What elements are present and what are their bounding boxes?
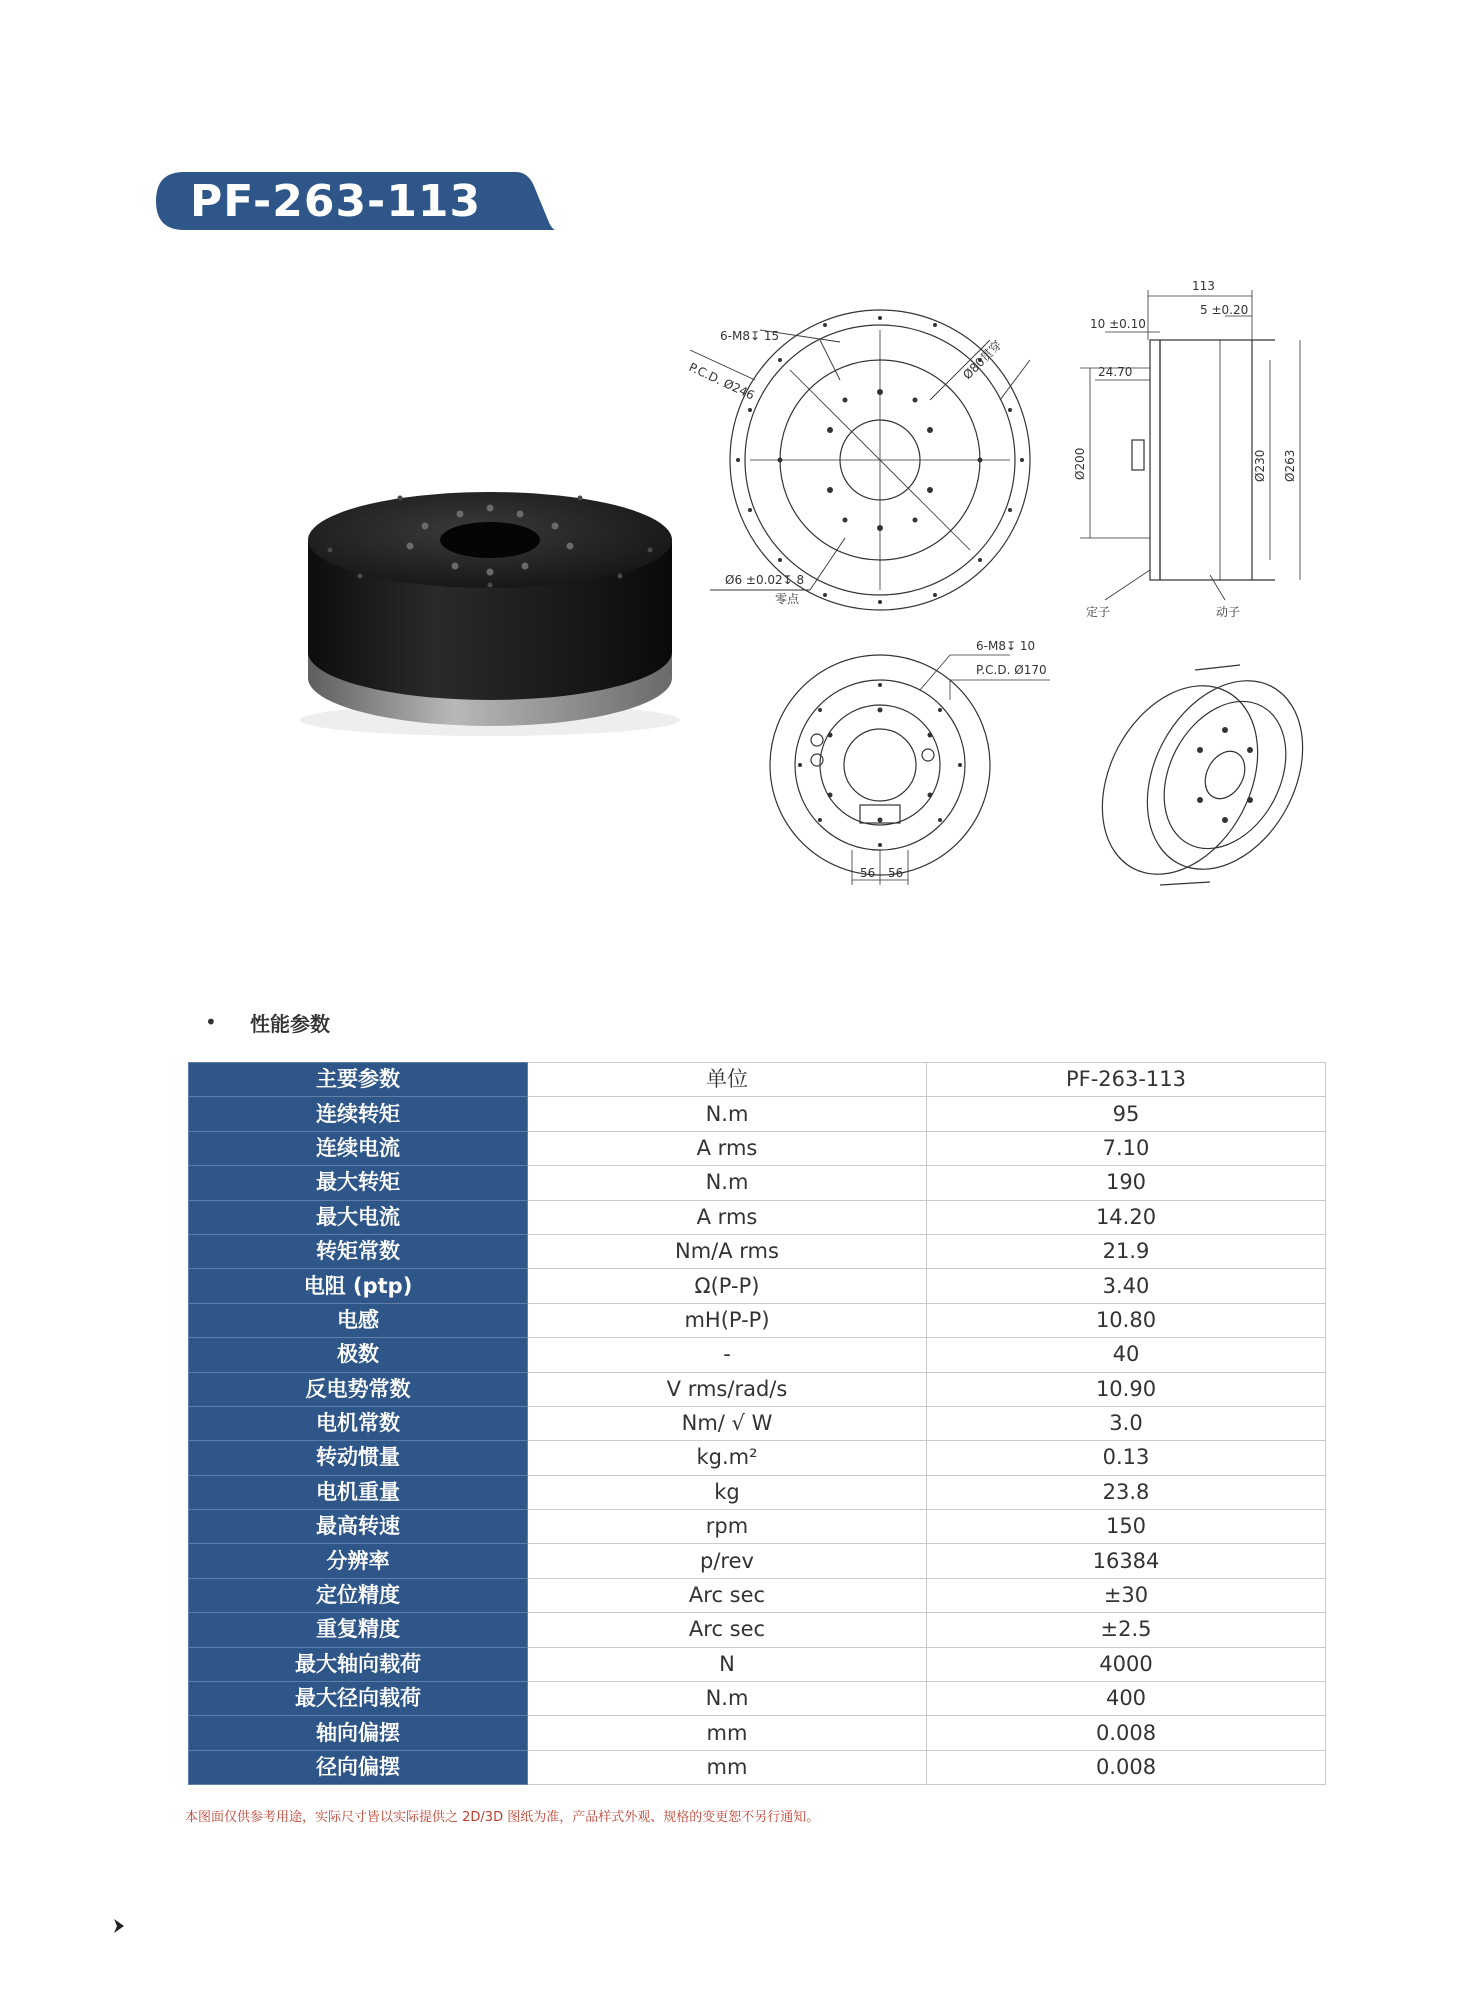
- table-row: [189, 1372, 1326, 1406]
- product-photo: [290, 480, 690, 740]
- label-stator: 定子: [1086, 605, 1111, 619]
- table-row: [189, 1510, 1326, 1544]
- row-unit: p/rev: [528, 1544, 927, 1578]
- row-param: 反电势常数: [189, 1372, 528, 1406]
- row-value: 4000: [927, 1647, 1326, 1681]
- label-top-hole: 6-M8↧ 15: [720, 329, 780, 343]
- row-value: ±2.5: [927, 1613, 1326, 1647]
- row-value: 190: [927, 1166, 1326, 1200]
- row-param: 轴向偏摆: [189, 1716, 528, 1750]
- table-row: [189, 1269, 1326, 1303]
- spec-table: [188, 1062, 1326, 1785]
- label-zero-point: 零点: [775, 592, 800, 606]
- row-value: 0.008: [927, 1716, 1326, 1750]
- row-param: 转矩常数: [189, 1234, 528, 1268]
- row-unit: N.m: [528, 1166, 927, 1200]
- table-header-row: [189, 1063, 1326, 1097]
- row-param: 电阻 (ptp): [189, 1269, 528, 1303]
- label-bottom-hole: 6-M8↧ 10: [976, 639, 1036, 653]
- table-row: [189, 1234, 1326, 1268]
- row-param: 连续转矩: [189, 1097, 528, 1131]
- table-row: [189, 1166, 1326, 1200]
- row-param: 重复精度: [189, 1613, 528, 1647]
- row-value: 150: [927, 1510, 1326, 1544]
- row-value: 10.80: [927, 1303, 1326, 1337]
- section-heading: 性能参数: [250, 1012, 330, 1036]
- row-value: 7.10: [927, 1131, 1326, 1165]
- row-value: 16384: [927, 1544, 1326, 1578]
- table-row: [189, 1750, 1326, 1784]
- row-param: 最大转矩: [189, 1166, 528, 1200]
- row-param: 定位精度: [189, 1578, 528, 1612]
- row-param: 转动惯量: [189, 1441, 528, 1475]
- row-unit: Arc sec: [528, 1578, 927, 1612]
- row-value: 95: [927, 1097, 1326, 1131]
- row-unit: Arc sec: [528, 1613, 927, 1647]
- row-unit: mm: [528, 1716, 927, 1750]
- label-dim-5: 5 ±0.20: [1200, 303, 1249, 317]
- row-param: 连续电流: [189, 1131, 528, 1165]
- row-value: 3.0: [927, 1406, 1326, 1440]
- table-row: [189, 1200, 1326, 1234]
- title-banner: [156, 172, 556, 230]
- row-param: 最大轴向载荷: [189, 1647, 528, 1681]
- label-pin-hole: Ø6 ±0.02↧ 8: [725, 573, 805, 587]
- row-value: 40: [927, 1338, 1326, 1372]
- label-dim-56-right: 56: [888, 866, 904, 880]
- label-pcd-170: P.C.D. Ø170: [976, 663, 1047, 677]
- label-dia-230: Ø230: [1253, 449, 1267, 482]
- row-value: 10.90: [927, 1372, 1326, 1406]
- row-value: ±30: [927, 1578, 1326, 1612]
- row-value: 3.40: [927, 1269, 1326, 1303]
- label-width-113: 113: [1192, 279, 1215, 293]
- row-unit: -: [528, 1338, 927, 1372]
- label-dim-24: 24.70: [1098, 365, 1133, 379]
- label-rotor: 动子: [1216, 605, 1241, 619]
- header-unit: 单位: [528, 1063, 927, 1097]
- table-row: [189, 1406, 1326, 1440]
- label-dia-263: Ø263: [1283, 449, 1297, 482]
- table-row: [189, 1682, 1326, 1716]
- header-param: 主要参数: [189, 1063, 528, 1097]
- row-unit: A rms: [528, 1131, 927, 1165]
- row-param: 分辨率: [189, 1544, 528, 1578]
- row-unit: N.m: [528, 1682, 927, 1716]
- row-unit: kg.m²: [528, 1441, 927, 1475]
- header-model: PF-263-113: [927, 1063, 1326, 1097]
- label-pcd-246: P.C.D. Ø246: [686, 360, 757, 403]
- row-unit: rpm: [528, 1510, 927, 1544]
- table-row: [189, 1475, 1326, 1509]
- row-value: 14.20: [927, 1200, 1326, 1234]
- row-unit: Nm/A rms: [528, 1234, 927, 1268]
- row-unit: V rms/rad/s: [528, 1372, 927, 1406]
- table-row: [189, 1613, 1326, 1647]
- row-unit: N: [528, 1647, 927, 1681]
- table-row: [189, 1647, 1326, 1681]
- row-param: 电感: [189, 1303, 528, 1337]
- row-param: 电机常数: [189, 1406, 528, 1440]
- row-unit: Nm/ √ W: [528, 1406, 927, 1440]
- section-bullet: •: [205, 1010, 217, 1034]
- row-param: 最大径向载荷: [189, 1682, 528, 1716]
- technical-drawings: [680, 270, 1320, 910]
- table-row: [189, 1716, 1326, 1750]
- table-row: [189, 1544, 1326, 1578]
- row-value: 21.9: [927, 1234, 1326, 1268]
- row-unit: N.m: [528, 1097, 927, 1131]
- table-row: [189, 1441, 1326, 1475]
- row-value: 23.8: [927, 1475, 1326, 1509]
- row-value: 400: [927, 1682, 1326, 1716]
- row-value: 0.13: [927, 1441, 1326, 1475]
- label-dim-10: 10 ±0.10: [1090, 317, 1146, 331]
- page-title: PF-263-113: [190, 176, 482, 227]
- row-unit: mm: [528, 1750, 927, 1784]
- label-dim-56-left: 56: [860, 866, 876, 880]
- row-param: 最高转速: [189, 1510, 528, 1544]
- row-unit: kg: [528, 1475, 927, 1509]
- footnote: 本图面仅供参考用途，实际尺寸皆以实际提供之 2D/3D 图纸为准，产品样式外观、规格的变更恕不另行通知。: [185, 1810, 820, 1825]
- row-param: 极数: [189, 1338, 528, 1372]
- label-bore-80: Ø80贯穿: [960, 337, 1005, 383]
- chevron-right-icon: [110, 1916, 130, 1936]
- row-unit: mH(P-P): [528, 1303, 927, 1337]
- table-row: [189, 1303, 1326, 1337]
- table-row: [189, 1097, 1326, 1131]
- label-dia-200: Ø200: [1073, 447, 1087, 480]
- row-unit: A rms: [528, 1200, 927, 1234]
- row-unit: Ω(P-P): [528, 1269, 927, 1303]
- row-param: 最大电流: [189, 1200, 528, 1234]
- row-value: 0.008: [927, 1750, 1326, 1784]
- row-param: 电机重量: [189, 1475, 528, 1509]
- table-row: [189, 1578, 1326, 1612]
- table-row: [189, 1338, 1326, 1372]
- table-row: [189, 1131, 1326, 1165]
- row-param: 径向偏摆: [189, 1750, 528, 1784]
